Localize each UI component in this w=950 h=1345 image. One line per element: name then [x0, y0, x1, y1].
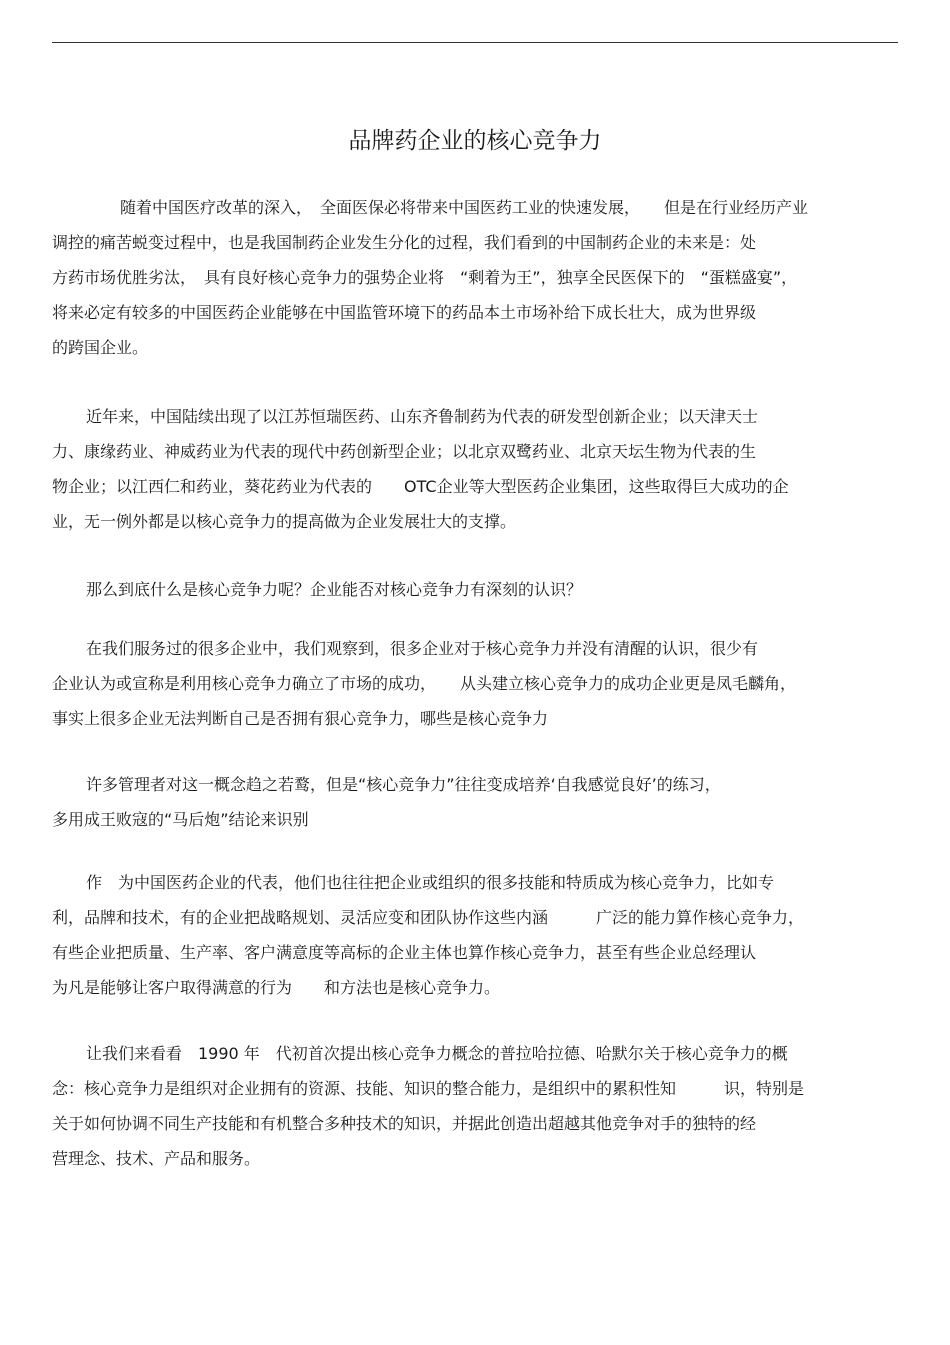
paragraph-2: [52, 399, 902, 539]
paragraph-1: [52, 190, 902, 365]
text-line: 为凡是能够让客户取得满意的行为 和方法也是核心竞争力。: [52, 978, 501, 997]
page-title: 品牌药企业的核心竞争力: [348, 128, 602, 154]
text-line: 将来必定有较多的中国医药企业能够在中国监管环境下的药品本土市场补给下成长壮大，成为世界级: [52, 303, 757, 322]
text-line: 利，品牌和技术，有的企业把战略规划、灵活应变和团队协作这些内涵 广泛的能力算作核心竞争力，: [52, 908, 805, 927]
text-line: 物企业；以江西仁和药业，葵花药业为代表的 OTC企业等大型医药企业集团，这些取得巨大成功的企: [52, 477, 789, 496]
text-line: 念：核心竞争力是组织对企业拥有的资源、技能、知识的整合能力，是组织中的累积性知 识，特别是: [52, 1079, 805, 1098]
text-line: 力、康缘药业、神威药业为代表的现代中药创新型企业；以北京双鹭药业、北京天坛生物为代表的生: [52, 442, 757, 461]
text-line: 有些企业把质量、生产率、客户满意度等高标的企业主体也算作核心竞争力，甚至有些企业总经理认: [52, 943, 757, 962]
text-line: 许多管理者对这一概念趋之若鹜，但是“核心竞争力”往往变成培养‘自我感觉良好’的练习，: [86, 775, 721, 794]
header-rule: [52, 42, 898, 43]
text-line: 在我们服务过的很多企业中，我们观察到，很多企业对于核心竞争力并没有清醒的认识，很少有: [86, 639, 759, 658]
text-line: 营理念、技术、产品和服务。: [52, 1149, 261, 1168]
text-line: 让我们来看看 1990 年 代初首次提出核心竞争力概念的普拉哈拉德、哈默尔关于核心竞争力的概: [86, 1044, 788, 1063]
text-line: 业，无一例外都是以核心竞争力的提高做为企业发展壮大的支撑。: [52, 512, 517, 531]
text-line: 多用成王败寇的“马后炮”结论来识别: [52, 810, 309, 829]
paragraph-3: [52, 572, 902, 607]
paragraph-6: [52, 865, 902, 1005]
text-line: 企业认为或宣称是利用核心竞争力确立了市场的成功， 从头建立核心竞争力的成功企业更是凤毛麟角，: [52, 674, 797, 693]
text-line: 的跨国企业。: [52, 338, 149, 357]
text-line: 作 为中国医药企业的代表，他们也往往把企业或组织的很多技能和特质成为核心竞争力，比如专: [86, 873, 775, 892]
text-line: 近年来，中国陆续出现了以江苏恒瑞医药、山东齐鲁制药为代表的研发型创新企业；以天津天士: [86, 407, 759, 426]
paragraph-5: [52, 767, 902, 837]
text-line: 随着中国医疗改革的深入， 全面医保必将带来中国医药工业的快速发展， 但是在行业经历产业: [120, 198, 809, 217]
text-line: 方药市场优胜劣汰， 具有良好核心竞争力的强势企业将 “剩着为王”，独享全民医保下的 “蛋糕盛宴”，: [52, 268, 798, 287]
text-line: 事实上很多企业无法判断自己是否拥有狠心竞争力，哪些是核心竞争力: [52, 709, 549, 728]
text-line: 调控的痛苦蜕变过程中，也是我国制药企业发生分化的过程，我们看到的中国制药企业的未来是：处: [52, 233, 757, 252]
text-line: 关于如何协调不同生产技能和有机整合多种技术的知识，并据此创造出超越其他竞争对手的独特的经: [52, 1114, 757, 1133]
paragraph-7: [52, 1036, 902, 1176]
text-line: 那么到底什么是核心竞争力呢？企业能否对核心竞争力有深刻的认识？: [86, 580, 583, 599]
paragraph-4: [52, 631, 902, 736]
